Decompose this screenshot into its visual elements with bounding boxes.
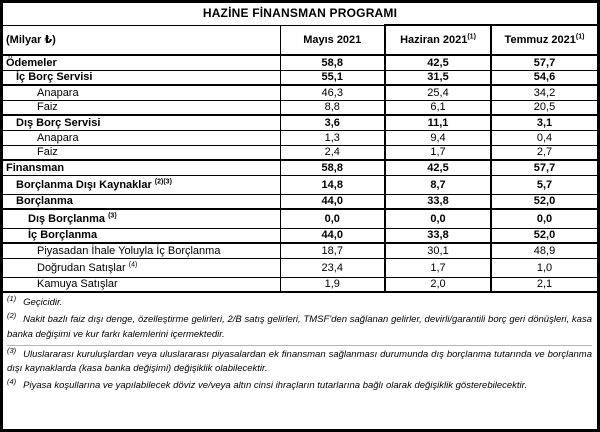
value-cell: 31,5 [385,70,491,85]
table-row-dis-borclanma [3,209,597,228]
row-label-text: İç Borçlanma [28,229,98,242]
value-cell: 52,0 [491,228,597,243]
footnote-2 [7,313,592,342]
footnote-4 [7,379,592,393]
row-label [3,100,280,115]
value-cell: 2,1 [491,277,597,292]
row-label-text: Borçlanma [16,195,73,208]
value-cell: 33,8 [385,228,491,243]
column-header-text: Haziran 2021 [400,34,468,46]
row-label [3,277,280,292]
footnote-text: Nakit bazlı faiz dışı denge, özelleştirme gelirleri, 2/B satış gelirleri, TMSF'den sağlanan gelirler, devirli/garantili borç geri dönüşleri, kasa banka değişimi ve kur farkı kalemlerini içermektedir. [7,314,592,340]
value-cell: 9,4 [385,130,491,145]
value-cell: 1,7 [385,145,491,160]
row-label [3,115,280,130]
value-cell: 1,9 [280,277,385,292]
value-cell: 46,3 [280,85,385,100]
row-label-text: Anapara [37,131,79,144]
value-cell: 8,7 [385,175,491,194]
row-label-text: Anapara [37,86,79,99]
row-label-text: Finansman [6,161,65,174]
value-cell: 0,0 [280,209,385,228]
footnote-ref: (3) [108,212,117,220]
row-label [3,194,280,209]
table-row-faiz [3,100,597,115]
table-row-finansman [3,160,597,175]
value-cell: 58,8 [280,160,385,175]
footnote-1 [7,293,592,310]
row-label [3,130,280,145]
footnote-marker: (2) [7,311,17,321]
table-row-borclanma-disi-kaynaklar [3,175,597,194]
value-cell: 11,1 [385,115,491,130]
column-header-mayis [280,25,385,55]
value-cell: 1,0 [491,258,597,277]
column-header-temmuz [491,25,597,55]
row-label-text: Borçlanma Dışı Kaynaklar [16,178,152,191]
row-label [3,55,280,70]
column-header-haziran [385,25,491,55]
footnote-3 [7,345,592,377]
row-label-text: Piyasadan İhale Yoluyla İç Borçlanma [37,244,221,257]
value-cell: 0,0 [491,209,597,228]
table-row-ic-borclanma [3,228,597,243]
value-cell: 0,4 [491,130,597,145]
row-label [3,243,280,258]
value-cell: 42,5 [385,160,491,175]
table-row-anapara-dis [3,130,597,145]
table-header-row [3,25,597,55]
value-cell: 57,7 [491,55,597,70]
table-row-borclanma [3,194,597,209]
value-cell: 57,7 [491,160,597,175]
value-cell: 20,5 [491,100,597,115]
value-cell: 2,4 [280,145,385,160]
row-label [3,175,280,194]
row-label-text: Kamuya Satışlar [37,278,118,291]
table-row-ic-borc-servisi [3,70,597,85]
row-label [3,258,280,277]
table-row-kamuya-satislar [3,277,597,292]
value-cell: 0,0 [385,209,491,228]
row-label-text: Dış Borç Servisi [16,116,101,129]
footnote-ref: (4) [128,260,138,268]
row-label-text: Doğrudan Satışlar [37,261,126,274]
value-cell: 18,7 [280,243,385,258]
value-cell: 3,6 [280,115,385,130]
row-label-text: İç Borç Servisi [16,71,93,84]
value-cell: 55,1 [280,70,385,85]
table-row-faiz-dis [3,145,597,160]
value-cell: 6,1 [385,100,491,115]
row-label [3,228,280,243]
column-header-text: Mayıs 2021 [303,33,362,46]
footnote-ref: (1) [467,33,476,41]
value-cell: 23,4 [280,258,385,277]
financing-table [3,24,597,293]
value-cell: 8,8 [280,100,385,115]
footnote-text: Geçicidir. [23,297,63,308]
value-cell: 33,8 [385,194,491,209]
table-row-odemeler [3,55,597,70]
footnote-marker: (4) [7,377,17,387]
row-label [3,85,280,100]
value-cell: 1,7 [385,258,491,277]
value-cell: 58,8 [280,55,385,70]
table-row-anapara [3,85,597,100]
footnote-text: Uluslararası kuruluşlardan veya uluslararası piyasalardan ek finansman sağlanması durumunda dış borçlanma tutarında ve borçlanma dışı kaynaklarda (kasa banka değişimi) değişiklik olabilecektir. [7,348,592,374]
row-label [3,145,280,160]
value-cell: 25,4 [385,85,491,100]
table-row-piyasadan-ihale [3,243,597,258]
page-title: HAZİNE FİNANSMAN PROGRAMI [202,6,398,20]
row-label-text: Faiz [37,101,58,114]
value-cell: 44,0 [280,228,385,243]
row-label [3,70,280,85]
row-label-text: Faiz [37,146,58,159]
footnote-marker: (3) [7,345,17,355]
row-label [3,160,280,175]
footnote-ref: (1) [575,33,585,41]
value-cell: 30,1 [385,243,491,258]
footnotes-section [3,293,597,394]
value-cell: 1,3 [280,130,385,145]
value-cell: 34,2 [491,85,597,100]
value-cell: 44,0 [280,194,385,209]
value-cell: 3,1 [491,115,597,130]
value-cell: 52,0 [491,194,597,209]
row-label-text: Dış Borçlanma [28,212,106,225]
footnote-marker: (1) [7,293,17,303]
unit-label: (Milyar ₺) [3,25,280,55]
value-cell: 5,7 [491,175,597,194]
row-label [3,209,280,228]
value-cell: 48,9 [491,243,597,258]
table-row-dis-borc-servisi [3,115,597,130]
footnote-text: Piyasa koşullarına ve yapılabilecek döviz ve/veya altın cinsi ihraçların tutarlarına bağlı olarak değişiklik gösterebilecektir. [23,380,528,392]
value-cell: 2,7 [491,145,597,160]
value-cell: 14,8 [280,175,385,194]
value-cell: 54,6 [491,70,597,85]
value-cell: 42,5 [385,55,491,70]
value-cell: 2,0 [385,277,491,292]
table-row-dogrudan-satislar [3,258,597,277]
footnote-ref: (2)(3) [154,177,172,185]
column-header-text: Temmuz 2021 [504,34,576,46]
row-label-text: Ödemeler [6,56,57,69]
